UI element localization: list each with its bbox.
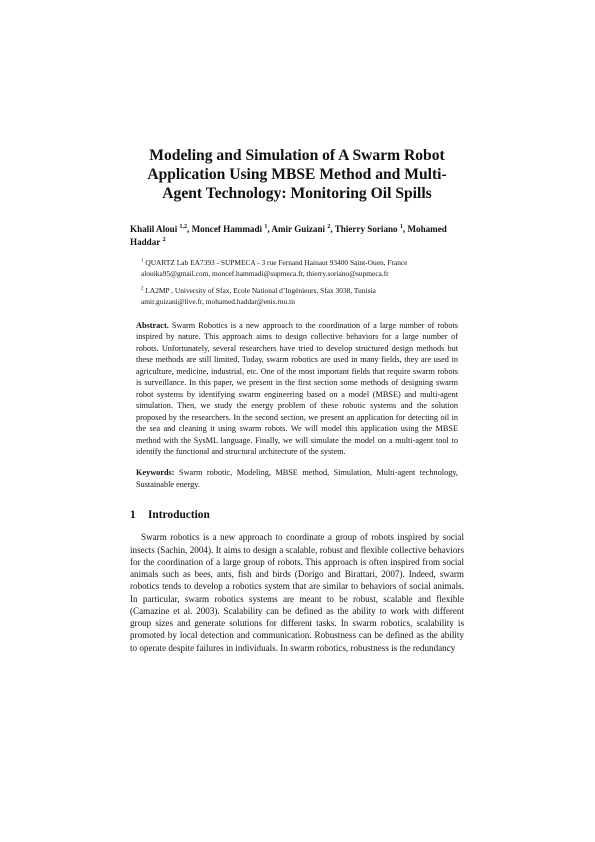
author-name: Thierry Soriano bbox=[334, 224, 398, 234]
affiliation-text: QUARTZ Lab EA7393 - SUPMECA - 3 rue Fernand Hainaut 93400 Saint-Ouen, France bbox=[145, 258, 408, 267]
section-heading bbox=[130, 508, 464, 522]
author-separator: , bbox=[267, 224, 272, 234]
intro-paragraph: Swarm robotics is a new approach to coordinate a group of robots inspired by social insects (Sachin, 2004). It aims to design a scalable, robust and flexible collective behaviors for the coordination of a large group of robots. This approach is often inspired from social animals such as bees, ants, fish and birds (Dorigo and Birattari, 2007). Indeed, swarm robotics tends to develop a robotics system that are similar to behaviors of social animals. In particular, swarm robotics systems are meant to be robust, scalable and flexible (Camazine et al. 2003). Scalability can be defined as the ability to work with different group sizes and generate solutions for different tasks. In swarm robotics, scalability is promoted by local detection and communication. Robustness can be defined as the ability to operate despite failures in individuals. In swarm robotics, robustness is the redundancy bbox=[130, 532, 464, 653]
author bbox=[335, 224, 408, 234]
author-affiliation-mark: 2 bbox=[162, 236, 166, 243]
author-separator: , bbox=[187, 224, 192, 234]
section-title: Introduction bbox=[148, 509, 210, 522]
author bbox=[130, 224, 192, 234]
author-affiliation-mark: 1 bbox=[264, 223, 268, 230]
author-name: Khalil Aloui bbox=[130, 224, 178, 234]
affiliation-emails: alouika95@gmail.com, moncef.hammadi@supmeca.fr, thierry.soriano@supmeca.fr bbox=[141, 268, 389, 278]
author-list bbox=[130, 223, 464, 248]
paper-page bbox=[130, 146, 464, 663]
author-separator: , bbox=[330, 224, 335, 234]
affiliation-text: LA2MP , University of Sfax, Ecole National d’Ingénieurs, Sfax 3038, Tunisia bbox=[145, 286, 376, 295]
section-number: 1 bbox=[130, 509, 136, 522]
author-affiliation-mark: 2 bbox=[327, 223, 331, 230]
author-affiliation-mark: 1,2 bbox=[179, 223, 188, 230]
author-name: Moncef Hammadi bbox=[191, 224, 263, 234]
abstract-text: Swarm Robotics is a new approach to the coordination of a large number of robots inspired by nature. This approach aims to design collective behaviors for a large number of robots. Unfortunately, several researchers have tried to develop structured design methods but these methods are still limited. Today, swarm robotics are used in many fields, they are used in agriculture, medicine, industrial, etc. One of the most important fields that require swarm robots is surveillance. In this paper, we present in the first section some methods of designing swarm robot systems by identifying swarm engineering based on a model (MBSE) and multi-agent simulation. Then, we study the energy problem of these robotic systems and the solution proposed by the researchers. In the second section, we present an application for detecting oil in the sea and cleaning it using swarm robots. We will model this application using the MBSE method with the SysML language. Finally, we will simulate the model on a multi-agent tool to identify the functional and structural architecture of the system. bbox=[136, 321, 458, 456]
keywords bbox=[130, 467, 464, 490]
keywords-text: Swarm robotic, Modeling, MBSE method, Simulation, Multi-agent technology, Sustainable energy. bbox=[136, 468, 458, 489]
author-separator: , bbox=[402, 224, 408, 234]
author-name: Mohamed Haddar bbox=[130, 224, 447, 247]
paper-title: Modeling and Simulation of A Swarm Robot Application Using MBSE Method and Multi-Agent Technology: Monitoring Oil Spills bbox=[147, 147, 447, 202]
abstract bbox=[130, 320, 464, 457]
author bbox=[271, 224, 334, 234]
keywords-label: Keywords: bbox=[136, 468, 175, 478]
affiliation-1 bbox=[130, 258, 464, 279]
affiliation-emails: amir.guizani@live.fr, mohamed.haddar@enis.rnu.tn bbox=[141, 296, 295, 306]
author-affiliation-mark: 1 bbox=[399, 223, 403, 230]
author-name: Amir Guizani bbox=[271, 224, 326, 234]
affiliation-mark: 1 bbox=[141, 258, 144, 264]
author bbox=[192, 224, 272, 234]
affiliation-mark: 2 bbox=[141, 286, 144, 292]
abstract-label: Abstract. bbox=[136, 321, 169, 330]
affiliation-2 bbox=[130, 286, 464, 307]
